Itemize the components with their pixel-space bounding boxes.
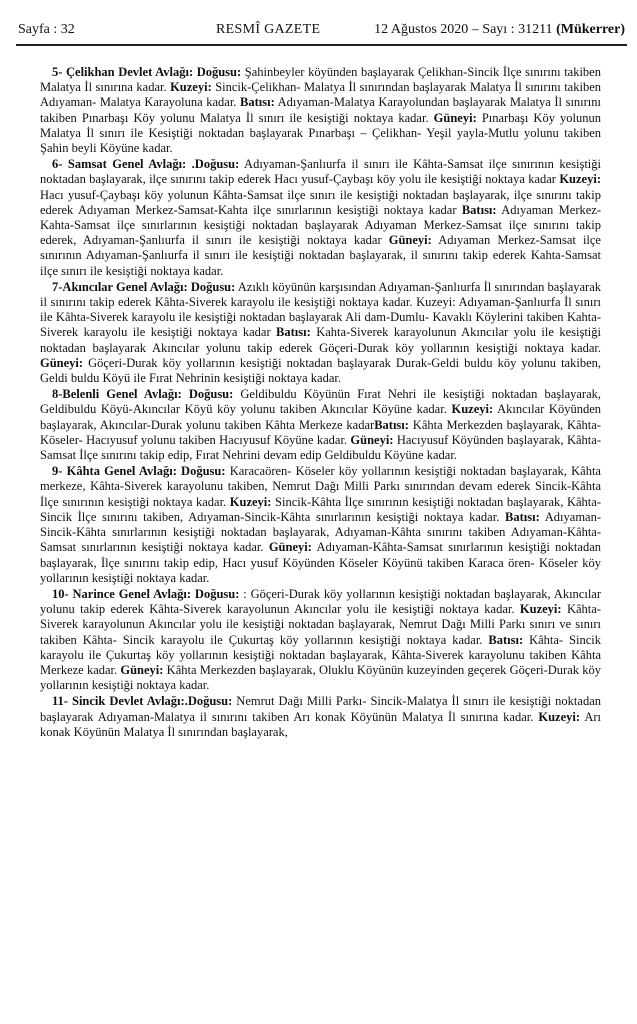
direction-label: Batısı: xyxy=(276,325,311,340)
document-body xyxy=(40,65,601,741)
issue-extra: (Mükerrer) xyxy=(556,22,625,37)
direction-label: Kuzeyi: xyxy=(538,709,581,724)
area-paragraph xyxy=(40,65,601,156)
paragraph-text: Sincik-Çelikhan- Malatya İl sınırından başlayarak Malatya İl sınırını takiben Adıyaman- Malatya Karayoluna kadar. xyxy=(40,80,602,110)
issue-info xyxy=(374,22,625,38)
area-paragraph xyxy=(40,157,601,279)
paragraph-text: Karacaören- Köseler köy yollarının kesiştiği noktadan başlayarak, Kâhta merkeze, Kâhta-Siverek karayolunu takiben, Nemrut Dağı Milli Parkı sınırından devam ederek Sincik-Kâhta İlçe sınırının kesiştiği noktaya kadar. xyxy=(40,464,601,509)
direction-label: Güneyi: xyxy=(120,662,164,677)
paragraph-text: Kâhta- Sincik karayolu ile Çukurtaş köy yollarının kesiştiği noktadan başlayarak, Kâhta-Siverek karayolunu takiben Kâhta Merkeze kadar. xyxy=(40,632,601,677)
paragraph-text: Hacıyusuf Köyünden başlayarak, Kâhta-Samsat İlçe sınırını takip edip, Fırat Nehrini devam edip Geldibuldu Köyüne kadar. xyxy=(40,432,601,463)
paragraph-text: Kâhta Merkezden başlayarak, Oluklu Köyünün kuzeyinden geçerek Göçeri-Durak köy yollarının kesiştiği noktaya kadar. xyxy=(40,662,601,693)
paragraph-text: Kahta-Siverek karayolunun Akıncılar yolu ile kesiştiği noktadan başlayarak Akıncılar yolunu takip ederek Göçeri-Durak köy yollarının kesiştiği noktaya kadar. xyxy=(40,325,601,355)
direction-label: Güneyi: xyxy=(350,432,394,447)
direction-label: Batısı: xyxy=(374,417,409,432)
paragraph-text: Göçeri-Durak köy yollarının kesiştiği noktadan başlayarak Durak-Geldi buldu köy yolunu takiben, Geldi buldu Köyü ile Fırat Nehrinin kesiştiği noktaya kadar. xyxy=(40,355,601,386)
paragraph-text: Kâhta Merkezden başlayarak, Kâhta-Köseler- Hacıyusuf yolunu takiben Hacıyusuf Köyüne kadar. xyxy=(40,417,601,447)
paragraph-text: Adıyaman-Kâhta-Samsat sınırlarının kesiştiği noktadan başlayarak, İlçe sınırını takip edip, Hacı yusuf Köyünden Köseler Köyünü takiben Karaca ören- Köseler köy yollarının kesiştiği noktaya kadar. xyxy=(40,540,601,585)
gazette-title: RESMÎ GAZETE xyxy=(216,22,321,37)
page-header xyxy=(18,22,625,40)
paragraph-text: Sincik-Kâhta İlçe sınırının kesiştiği noktadan başlayarak, Kâhta-Sincik İlçe sınırını takiben, Adıyaman-Sincik-Kâhta sınırlarının kesiştiği noktaya kadar. xyxy=(40,494,601,524)
paragraph-text: Arı konak Köyünün Malatya İl sınırından başlayarak, xyxy=(40,709,601,739)
area-title: 9- Kâhta Genel Avlağı: Doğusu: xyxy=(52,464,226,479)
paragraph-text: Adıyaman Merkez-Kahta-Samsat ilçe sınırlarının kesiştiği noktadan başlayarak Adıyaman Merkez-Samsat ilçe sınırını takip ederek, Adıyaman-Şanlıurfa il sınırı ile kesiştiği noktaya kadar xyxy=(40,202,601,248)
area-title: 11- Sincik Devlet Avlağı:.Doğusu: xyxy=(52,694,233,709)
direction-label: Kuzeyi: xyxy=(229,494,272,509)
direction-label: Güneyi: xyxy=(40,355,84,370)
header-rule xyxy=(16,44,627,46)
direction-label: Güneyi: xyxy=(268,540,312,555)
paragraph-text: Pınarbaşı Köy yolunun Malatya İl sınırı ile Kesiştiği noktadan başlayarak Pınarbaşı – Çelikhan- Yeşil yayla-Mutlu yolunu takiben Şahin beyli Köyüne kadar. xyxy=(40,110,601,156)
direction-label: Güneyi: xyxy=(388,233,432,248)
direction-label: Kuzeyi: xyxy=(170,80,212,95)
page-number: Sayfa : 32 xyxy=(18,22,75,37)
direction-label: Batısı: xyxy=(488,632,524,647)
paragraph-text: Adıyaman-Şanlıurfa il sınırı ile Kâhta-Samsat ilçe sınırının kesiştiği noktadan başlayarak, ilçe sınırını takip ederek Hacı yusuf-Çaybaşı köy yolu ile kesiştiği noktaya kadar xyxy=(40,157,601,187)
area-title: 6- Samsat Genel Avlağı: .Doğusu: xyxy=(52,157,240,172)
paragraph-text: Kâhta-Siverek karayolunun Akıncılar yolu ile kesiştiği noktadan başlayarak, Nemrut Dağı Milli Parkı sınırı ve sınırı takiben Kâhta- Sincik karayolu ile Çukurtaş köy yollarının kesiştiği noktaya kadar. xyxy=(40,602,601,647)
area-title: 8-Belenli Genel Avlağı: Doğusu: xyxy=(52,387,234,402)
issue-date: 12 Ağustos 2020 – Sayı : 31211 xyxy=(374,22,553,37)
area-title: 5- Çelikhan Devlet Avlağı: Doğusu: xyxy=(52,65,242,79)
area-paragraph xyxy=(40,464,601,586)
area-title: 7-Akıncılar Genel Avlağı: Doğusu: xyxy=(52,279,236,294)
direction-label: Batısı: xyxy=(461,202,497,217)
area-paragraph xyxy=(40,694,601,740)
paragraph-text: : Göçeri-Durak köy yollarının kesiştiği noktadan başlayarak, Akıncılar yolunu takip ederek Kâhta-Siverek karayolunun Akıncılar yolu ile kesiştiği noktaya kadar. xyxy=(40,586,601,617)
direction-label: Kuzeyi: xyxy=(451,402,494,417)
area-title: 10- Narince Genel Avlağı: Doğusu: xyxy=(52,586,240,601)
paragraph-text: Geldibuldu Köyünün Fırat Nehri ile kesiştiği noktadan başlayarak, Geldibuldu Köyü-Akıncılar Köyü köy yolunu takiben Akıncılar Köyüne kadar. xyxy=(40,387,602,417)
area-paragraph xyxy=(40,387,601,463)
area-paragraph xyxy=(40,587,601,693)
direction-label: Kuzeyi: xyxy=(519,602,562,617)
paragraph-text: Nemrut Dağı Milli Parkı- Sincik-Malatya İl sınırı ile kesiştiği noktadan başlayarak Adıyaman-Malatya il sınırını takiben Arı konak Köyünün Malatya İl sınırına kadar. xyxy=(40,694,601,724)
paragraph-text: Adıyaman-Malatya Karayolundan başlayarak Malatya İl sınırını takiben Pınarbaşı Köy yolunu Malatya İl sınırı ile kesiştiği noktaya kadar. xyxy=(40,95,601,125)
paragraph-text: Azıklı köyünün karşısından Adıyaman-Şanlıurfa İl sınırından başlayarak il sınırını takip ederek Kâhta-Siverek karayolu ile kesiştiği noktaya kadar. Kuzeyi: Adıyaman-Şanlıurfa İl sınırı ile Kâhta-Siverek karayolu ile kesiştiği noktadan başlayarak Ali dam-Dumlu- Kavaklı Köylerini takiben Kahta-Siverek karayolu ile kesiştiği noktaya kadar xyxy=(40,279,601,340)
area-paragraph xyxy=(40,280,601,386)
paragraph-text: Şahinbeyler köyünden başlayarak Çelikhan-Sincik İlçe sınırını takiben Malatya İl sınırına kadar. xyxy=(40,65,601,95)
paragraph-text: Adıyaman Merkez-Samsat ilçe sınırının Adıyaman-Şanlıurfa il sınırı ile kesiştiği noktadan başlayarak, il sınırını takip ederek Kahta-Samsat ilçe sınırı ile kesiştiği noktaya kadar. xyxy=(40,233,601,278)
paragraph-text: Akıncılar Köyünden başlayarak, Akıncılar-Durak yolunu takiben Kâhta Merkeze kadar xyxy=(40,402,602,432)
direction-label: Güneyi: xyxy=(433,110,477,125)
paragraph-text: Hacı yusuf-Çaybaşı köy yolunun Kâhta-Samsat ilçe sınırı ile kesiştiği noktadan başlayarak, ilçe sınırını takip ederek Adıyaman Merkez-Samsat-Kahta ilçe sınırlarının kesiştiği noktaya kadar xyxy=(40,187,601,217)
direction-label: Batısı: xyxy=(240,95,275,110)
direction-label: Batısı: xyxy=(505,509,540,524)
direction-label: Kuzeyi: xyxy=(559,172,601,187)
paragraph-text: Adıyaman-Sincik-Kâhta sınırlarının kesiştiği noktadan başlayarak, Adıyaman-Kâhta sınırını takiben Adıyaman-Kâhta-Samsat sınırlarının kesiştiği noktaya kadar. xyxy=(40,509,601,555)
